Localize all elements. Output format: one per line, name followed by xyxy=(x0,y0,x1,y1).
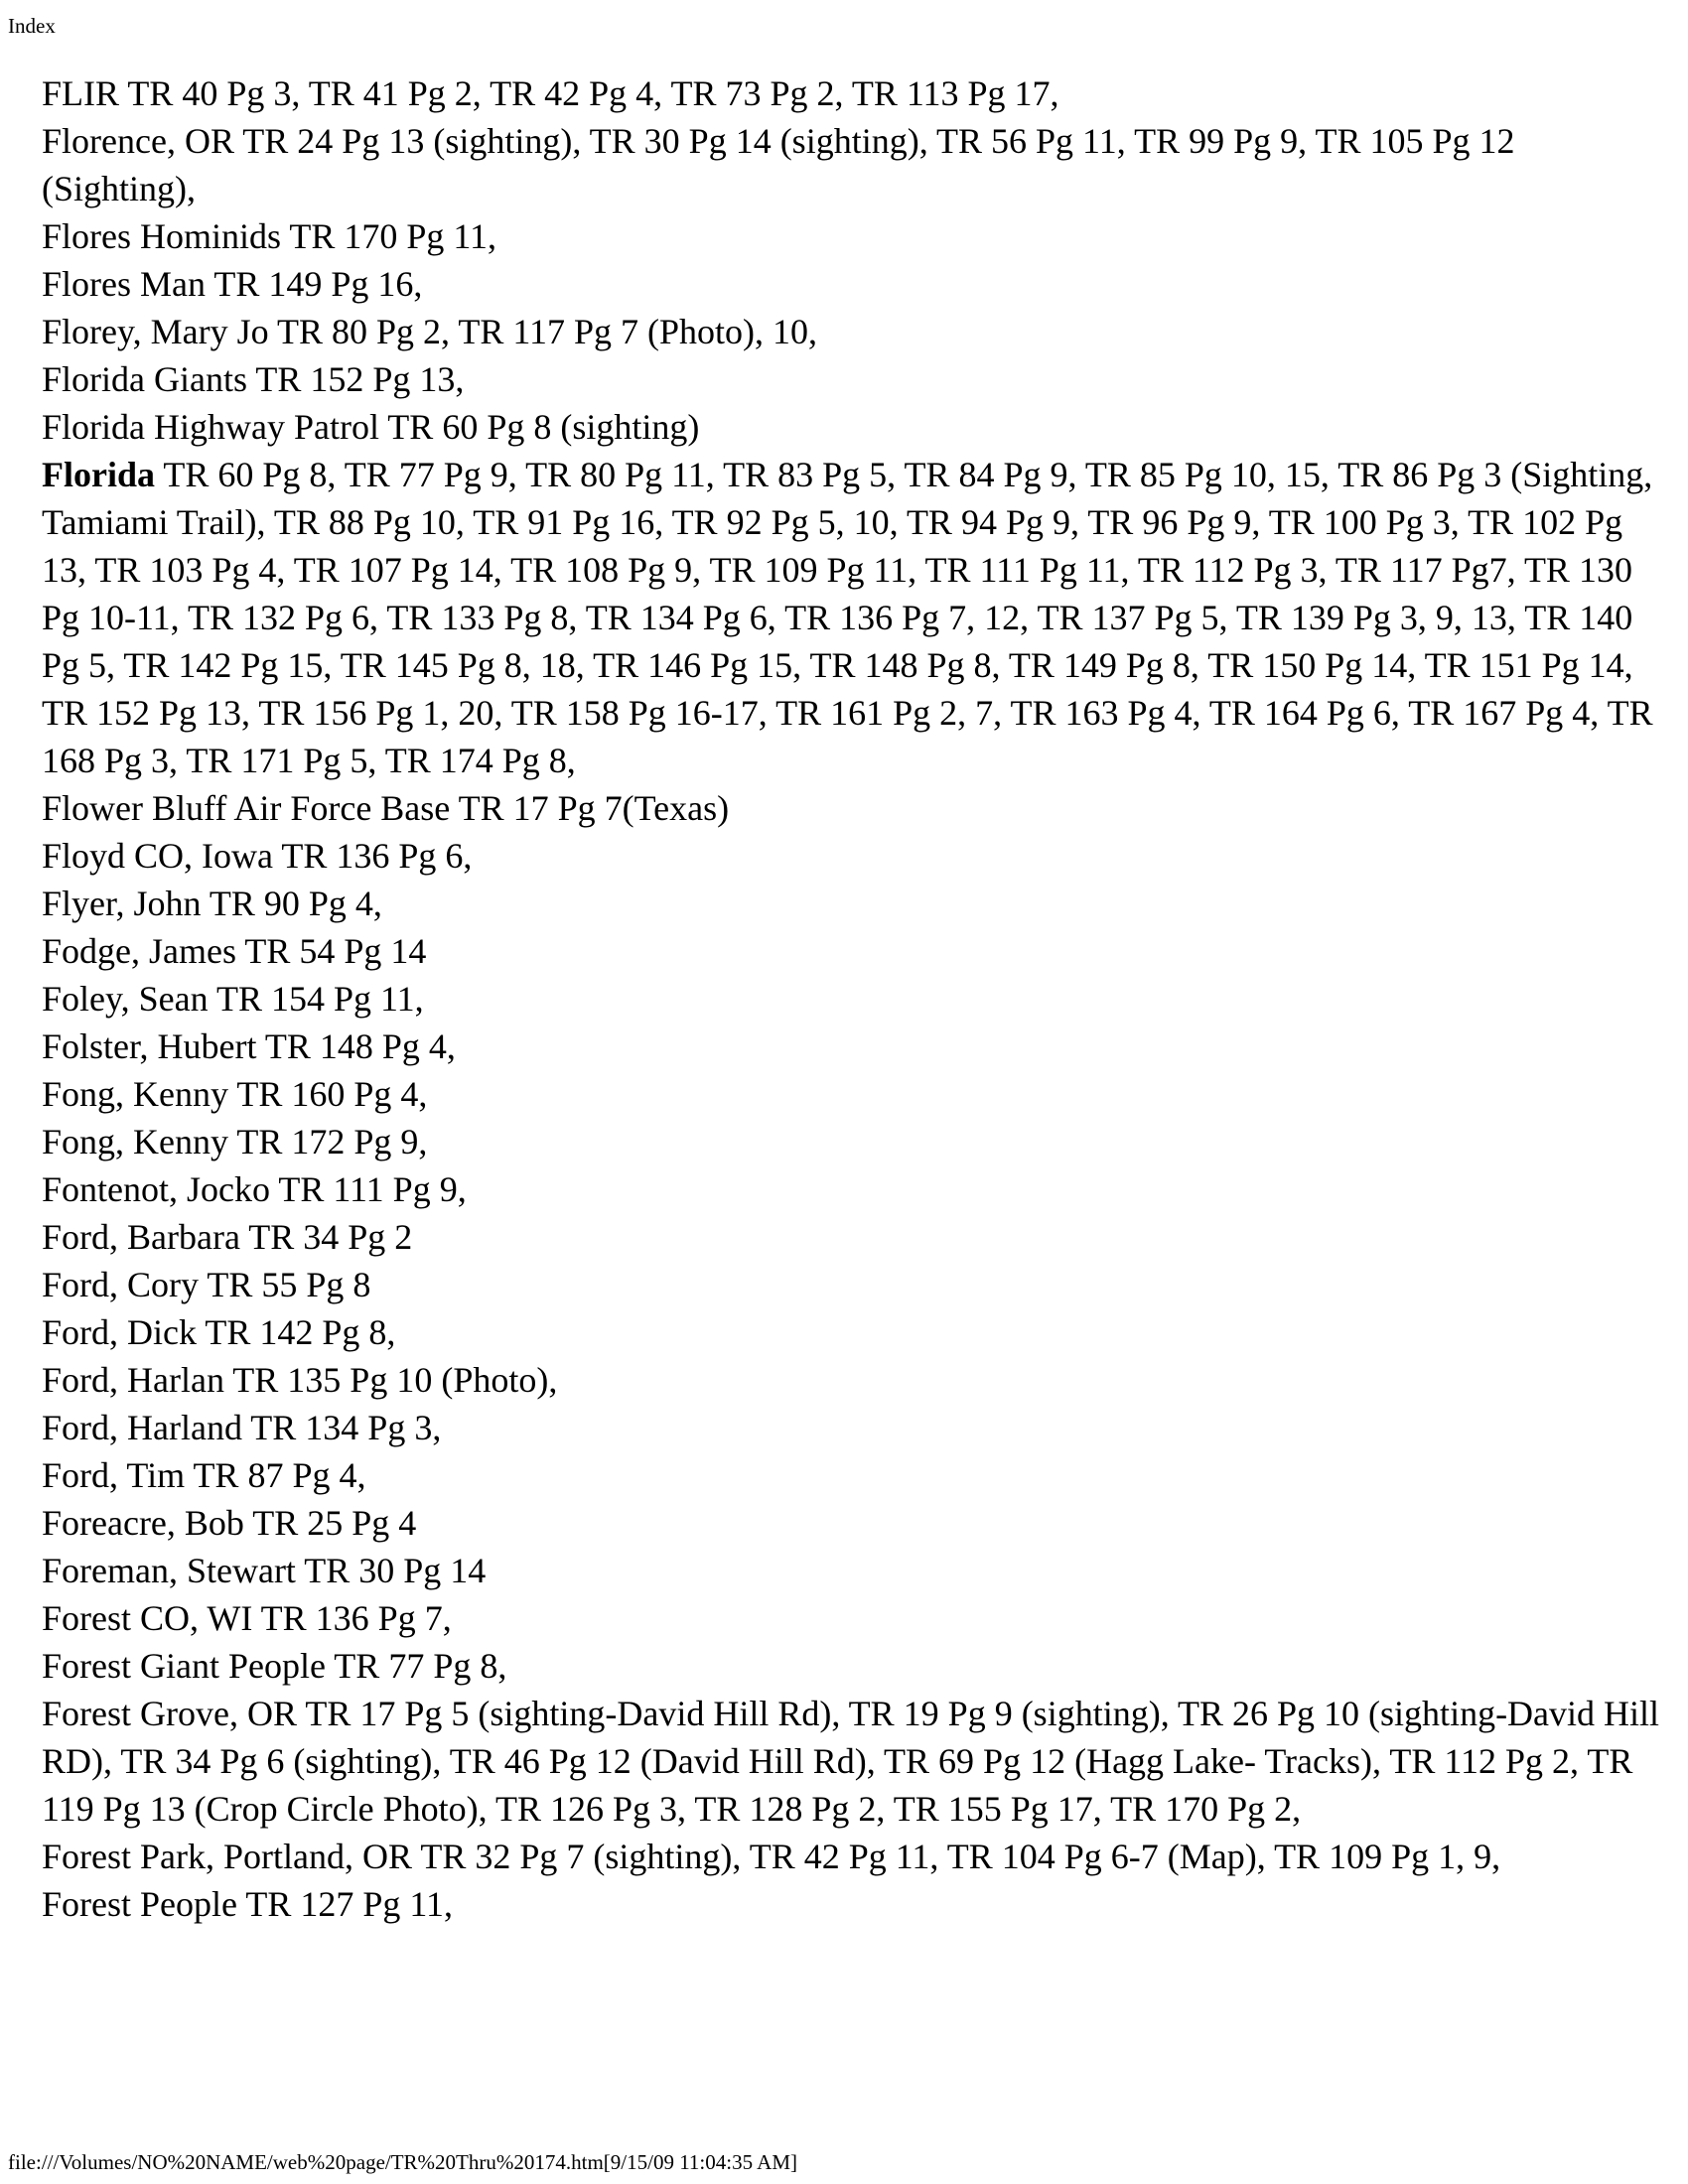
index-entry-text: Ford, Barbara TR 34 Pg 2 xyxy=(42,1217,413,1257)
index-entry-text: Florida Highway Patrol TR 60 Pg 8 (sighting) xyxy=(42,407,700,447)
index-entry xyxy=(42,308,1660,355)
index-entry-text: Flores Man TR 149 Pg 16, xyxy=(42,264,423,304)
page-footer-url: file:///Volumes/NO%20NAME/web%20page/TR%20Thru%20174.htm[9/15/09 11:04:35 AM] xyxy=(8,2150,798,2174)
index-entry-text: Ford, Tim TR 87 Pg 4, xyxy=(42,1455,366,1495)
index-entry xyxy=(42,1213,1660,1261)
index-entry xyxy=(42,1451,1660,1499)
index-entry xyxy=(42,784,1660,832)
index-entry-text: TR 60 Pg 8, TR 77 Pg 9, TR 80 Pg 11, TR 83 Pg 5, TR 84 Pg 9, TR 85 Pg 10, 15, TR 86 Pg 3 (Sighting, Tamiami Trail), TR 88 Pg 10, TR 91 Pg 16, TR 92 Pg 5, 10, TR 94 Pg 9, TR 96 Pg 9, TR 100 Pg 3, TR 102 Pg 13, TR 103 Pg 4, TR 107 Pg 14, TR 108 Pg 9, TR 109 Pg 11, TR 111 Pg 11, TR 112 Pg 3, TR 117 Pg7, TR 130 Pg 10-11, TR 132 Pg 6, TR 133 Pg 8, TR 134 Pg 6, TR 136 Pg 7, 12, TR 137 Pg 5, TR 139 Pg 3, 9, 13, TR 140 Pg 5, TR 142 Pg 15, TR 145 Pg 8, 18, TR 146 Pg 15, TR 148 Pg 8, TR 149 Pg 8, TR 150 Pg 14, TR 151 Pg 14, TR 152 Pg 13, TR 156 Pg 1, 20, TR 158 Pg 16-17, TR 161 Pg 2, 7, TR 163 Pg 4, TR 164 Pg 6, TR 167 Pg 4, TR 168 Pg 3, TR 171 Pg 5, TR 174 Pg 8, xyxy=(42,455,1653,780)
index-entry xyxy=(42,975,1660,1023)
index-entry-text: Ford, Dick TR 142 Pg 8, xyxy=(42,1312,396,1352)
index-entry-list xyxy=(42,69,1660,1928)
index-entry xyxy=(42,451,1660,784)
index-entry xyxy=(42,212,1660,260)
index-entry-text: Forest Giant People TR 77 Pg 8, xyxy=(42,1646,507,1686)
index-entry xyxy=(42,1404,1660,1451)
index-entry xyxy=(42,69,1660,117)
index-entry xyxy=(42,1070,1660,1118)
index-entry-text: Forest People TR 127 Pg 11, xyxy=(42,1884,454,1924)
index-entry xyxy=(42,880,1660,927)
index-entry-text: FLIR TR 40 Pg 3, TR 41 Pg 2, TR 42 Pg 4, TR 73 Pg 2, TR 113 Pg 17, xyxy=(42,73,1059,113)
index-entry xyxy=(42,1642,1660,1690)
index-entry xyxy=(42,1118,1660,1165)
index-entry xyxy=(42,1165,1660,1213)
index-entry xyxy=(42,927,1660,975)
index-entry xyxy=(42,117,1660,212)
index-entry xyxy=(42,1308,1660,1356)
index-entry-text: Ford, Harlan TR 135 Pg 10 (Photo), xyxy=(42,1360,558,1400)
index-entry-text: Fong, Kenny TR 160 Pg 4, xyxy=(42,1074,428,1114)
index-entry-text: Ford, Cory TR 55 Pg 8 xyxy=(42,1265,371,1304)
index-entry xyxy=(42,260,1660,308)
page-header-title: Index xyxy=(8,14,56,38)
index-entry-text: Foreacre, Bob TR 25 Pg 4 xyxy=(42,1503,417,1543)
index-entry-text: Folster, Hubert TR 148 Pg 4, xyxy=(42,1026,456,1066)
index-entry-text: Florida Giants TR 152 Pg 13, xyxy=(42,359,465,399)
index-entry-text: Fontenot, Jocko TR 111 Pg 9, xyxy=(42,1169,467,1209)
index-entry-text: Forest Grove, OR TR 17 Pg 5 (sighting-David Hill Rd), TR 19 Pg 9 (sighting), TR 26 Pg 10 (sighting-David Hill RD), TR 34 Pg 6 (sighting), TR 46 Pg 12 (David Hill Rd), TR 69 Pg 12 (Hagg Lake- Tracks), TR 112 Pg 2, TR 119 Pg 13 (Crop Circle Photo), TR 126 Pg 3, TR 128 Pg 2, TR 155 Pg 17, TR 170 Pg 2, xyxy=(42,1694,1660,1829)
index-entry-text: Forest Park, Portland, OR TR 32 Pg 7 (sighting), TR 42 Pg 11, TR 104 Pg 6-7 (Map), TR 109 Pg 1, 9, xyxy=(42,1837,1501,1876)
index-entry-text: Flyer, John TR 90 Pg 4, xyxy=(42,884,382,923)
index-entry-text: Floyd CO, Iowa TR 136 Pg 6, xyxy=(42,836,473,876)
index-entry xyxy=(42,1880,1660,1928)
index-entry-bold-term: Florida xyxy=(42,455,155,494)
index-entry xyxy=(42,355,1660,403)
index-entry xyxy=(42,1833,1660,1880)
index-entry xyxy=(42,1261,1660,1308)
index-entry xyxy=(42,1023,1660,1070)
index-entry-text: Foley, Sean TR 154 Pg 11, xyxy=(42,979,424,1019)
index-entry-text: Florey, Mary Jo TR 80 Pg 2, TR 117 Pg 7 (Photo), 10, xyxy=(42,312,818,351)
index-entry xyxy=(42,1499,1660,1547)
index-entry-text: Florence, OR TR 24 Pg 13 (sighting), TR 30 Pg 14 (sighting), TR 56 Pg 11, TR 99 Pg 9, TR 105 Pg 12 (Sighting), xyxy=(42,121,1515,208)
index-entry-text: Fodge, James TR 54 Pg 14 xyxy=(42,931,427,971)
index-entry xyxy=(42,1690,1660,1833)
index-entry xyxy=(42,403,1660,451)
index-entry-text: Fong, Kenny TR 172 Pg 9, xyxy=(42,1122,428,1161)
index-entry xyxy=(42,832,1660,880)
index-entry-text: Ford, Harland TR 134 Pg 3, xyxy=(42,1408,442,1447)
index-entry-text: Forest CO, WI TR 136 Pg 7, xyxy=(42,1598,452,1638)
index-entry xyxy=(42,1594,1660,1642)
index-entry-text: Foreman, Stewart TR 30 Pg 14 xyxy=(42,1551,487,1590)
index-entry-text: Flower Bluff Air Force Base TR 17 Pg 7(Texas) xyxy=(42,788,730,828)
index-entry-text: Flores Hominids TR 170 Pg 11, xyxy=(42,216,497,256)
index-entry xyxy=(42,1547,1660,1594)
index-entry xyxy=(42,1356,1660,1404)
